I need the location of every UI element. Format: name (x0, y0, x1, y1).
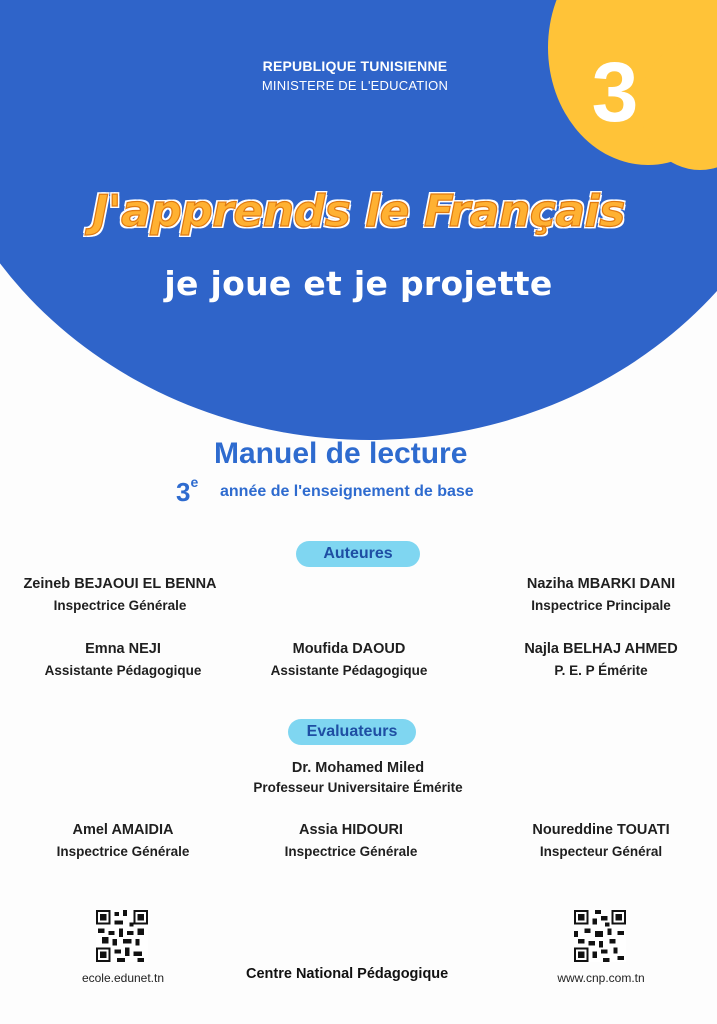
manual-name: Manuel de lecture (214, 437, 468, 470)
evaluator-name: Noureddine TOUATI (532, 822, 670, 838)
evaluator-4 (496, 821, 706, 861)
author-4 (244, 640, 454, 680)
author-role: Assistante Pédagogique (44, 663, 202, 678)
evaluator-2 (18, 821, 228, 861)
evaluator-role: Inspectrice Générale (56, 844, 190, 859)
left-website-link[interactable]: ecole.edunet.tn (81, 971, 165, 985)
evaluator-role: Inspectrice Générale (284, 844, 418, 859)
evaluator-role: Professeur Universitaire Émérite (253, 780, 463, 795)
author-name: Moufida DAOUD (292, 641, 406, 657)
manual-grade-suffix: e (190, 474, 199, 491)
author-role: P. E. P Émérite (554, 663, 648, 678)
author-role: Inspectrice Générale (53, 598, 187, 613)
publisher-name: Centre National Pédagogique (246, 966, 449, 982)
author-5 (490, 640, 712, 680)
evaluators-label: Evaluateurs (288, 719, 416, 745)
manual-grade-number: 3 (176, 477, 191, 507)
author-2 (486, 575, 716, 615)
authors-label: Auteures (296, 541, 420, 567)
manual-year-text: année de l'enseignement de base (220, 483, 474, 500)
ministry-label: MINISTERE DE L'EDUCATION (261, 78, 449, 93)
evaluator-1 (220, 759, 496, 797)
evaluator-3 (246, 821, 456, 861)
author-name: Najla BELHAJ AHMED (524, 641, 678, 657)
author-1 (2, 575, 238, 615)
evaluator-name: Amel AMAIDIA (72, 822, 174, 838)
evaluator-name: Assia HIDOURI (299, 822, 403, 838)
book-title: J'apprends le Français (92, 186, 625, 237)
author-role: Inspectrice Principale (531, 598, 671, 613)
author-role: Assistante Pédagogique (270, 663, 428, 678)
author-name: Emna NEJI (85, 641, 161, 657)
grade-number: 3 (591, 45, 639, 139)
right-website-link[interactable]: www.cnp.com.tn (557, 971, 645, 985)
qr-code-icon[interactable] (574, 910, 626, 962)
evaluator-role: Inspecteur Général (539, 844, 663, 859)
book-subtitle: je joue et je projette (164, 264, 553, 303)
author-name: Zeineb BEJAOUI EL BENNA (23, 576, 217, 592)
author-name: Naziha MBARKI DANI (526, 576, 676, 592)
manual-grade (176, 474, 199, 508)
author-3 (18, 640, 228, 680)
republic-label: REPUBLIQUE TUNISIENNE (262, 58, 448, 74)
qr-code-icon[interactable] (96, 910, 148, 962)
evaluator-name: Dr. Mohamed Miled (291, 760, 425, 776)
